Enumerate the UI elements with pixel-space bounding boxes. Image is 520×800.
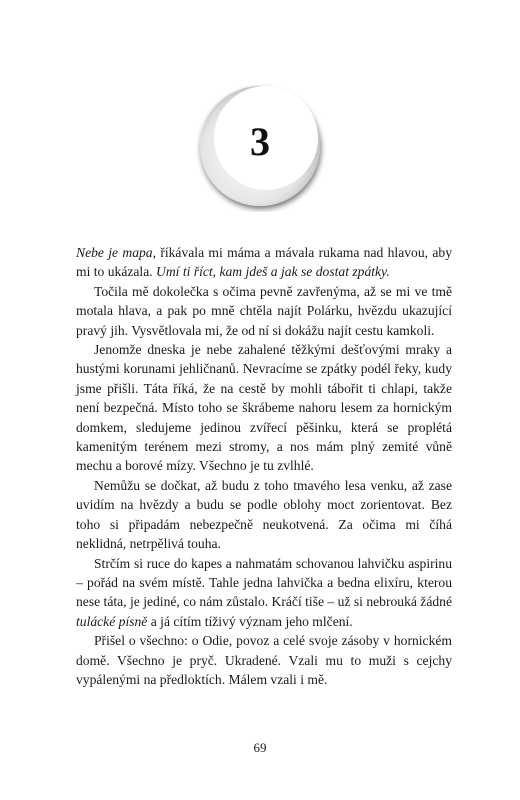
italic-text: Nebe je mapa bbox=[76, 245, 153, 260]
text-run: Jenomže dneska je nebe zahalené těžkými dešťovými mraky a hustými korunami jehličnanů. Nevracíme se zpátky podél řeky, kudy jsme přišli. Táta říká, že na cestě by mohli tábořit ti chlapi, takže není bezpečná. Místo toho se škrábeme nahoru lesem za hornickým domkem, sledujeme jedinou zvířecí pěšinku, která se proplétá kamenitým terénem mezi stromy, a nos mám plný zemité vůně mechu a borové mízy. Všechno je tu zvlhlé. bbox=[76, 342, 452, 474]
chapter-number: 3 bbox=[250, 119, 270, 164]
page-number: 69 bbox=[253, 740, 267, 755]
paragraph bbox=[76, 243, 452, 282]
paragraph bbox=[76, 282, 452, 340]
text-run: a já cítím tíživý význam jeho mlčení. bbox=[147, 613, 353, 629]
italic-text: Umí ti říct, kam jdeš a jak se dostat zpátky. bbox=[156, 264, 390, 280]
text-run: Nemůžu se dočkat, až budu z toho tmavého lesa venku, až zase uvidím na hvězdy a budu se podle oblohy moct zorientovat. Bez toho si připadám nebezpečně neukotvená. Za očima mi číhá neklidná, netrpělivá touha. bbox=[76, 477, 452, 552]
text-run: , říkávala mi máma a mávala rukama nad hlavou, aby mi to ukázala. bbox=[76, 245, 452, 280]
paragraph bbox=[76, 554, 452, 632]
text-run: Strčím si ruce do kapes a nahmatám schovanou lahvičku aspirinu – pořád na svém místě. Tahle jedna lahvička a bedna elixíru, kterou nese táta, je jediné, co nám zůstalo. Kráčí tiše – už si nebrouká žádné bbox=[76, 555, 452, 610]
text-run: Točila mě dokolečka s očima pevně zavřenýma, až se mi ve tmě motala hlava, a pak po mně chtěla najít Polárku, hvězdu ukazující pravý jih. Vysvětlovala mi, že od ní si dokážu najít cestu kamkoli. bbox=[76, 283, 452, 338]
paragraph bbox=[76, 631, 452, 689]
chapter-heading bbox=[170, 82, 350, 212]
paragraph bbox=[76, 340, 452, 476]
chapter-body-text bbox=[76, 243, 452, 689]
text-run: Přišel o všechno: o Odie, povoz a celé svoje zásoby v hornickém domě. Všechno je pryč. Ukradené. Vzali mu to muži s cejchy vypálenými na předloktích. Málem vzali i mě. bbox=[76, 633, 452, 687]
paragraph bbox=[76, 476, 452, 554]
italic-text: tulácké písně bbox=[76, 613, 148, 629]
